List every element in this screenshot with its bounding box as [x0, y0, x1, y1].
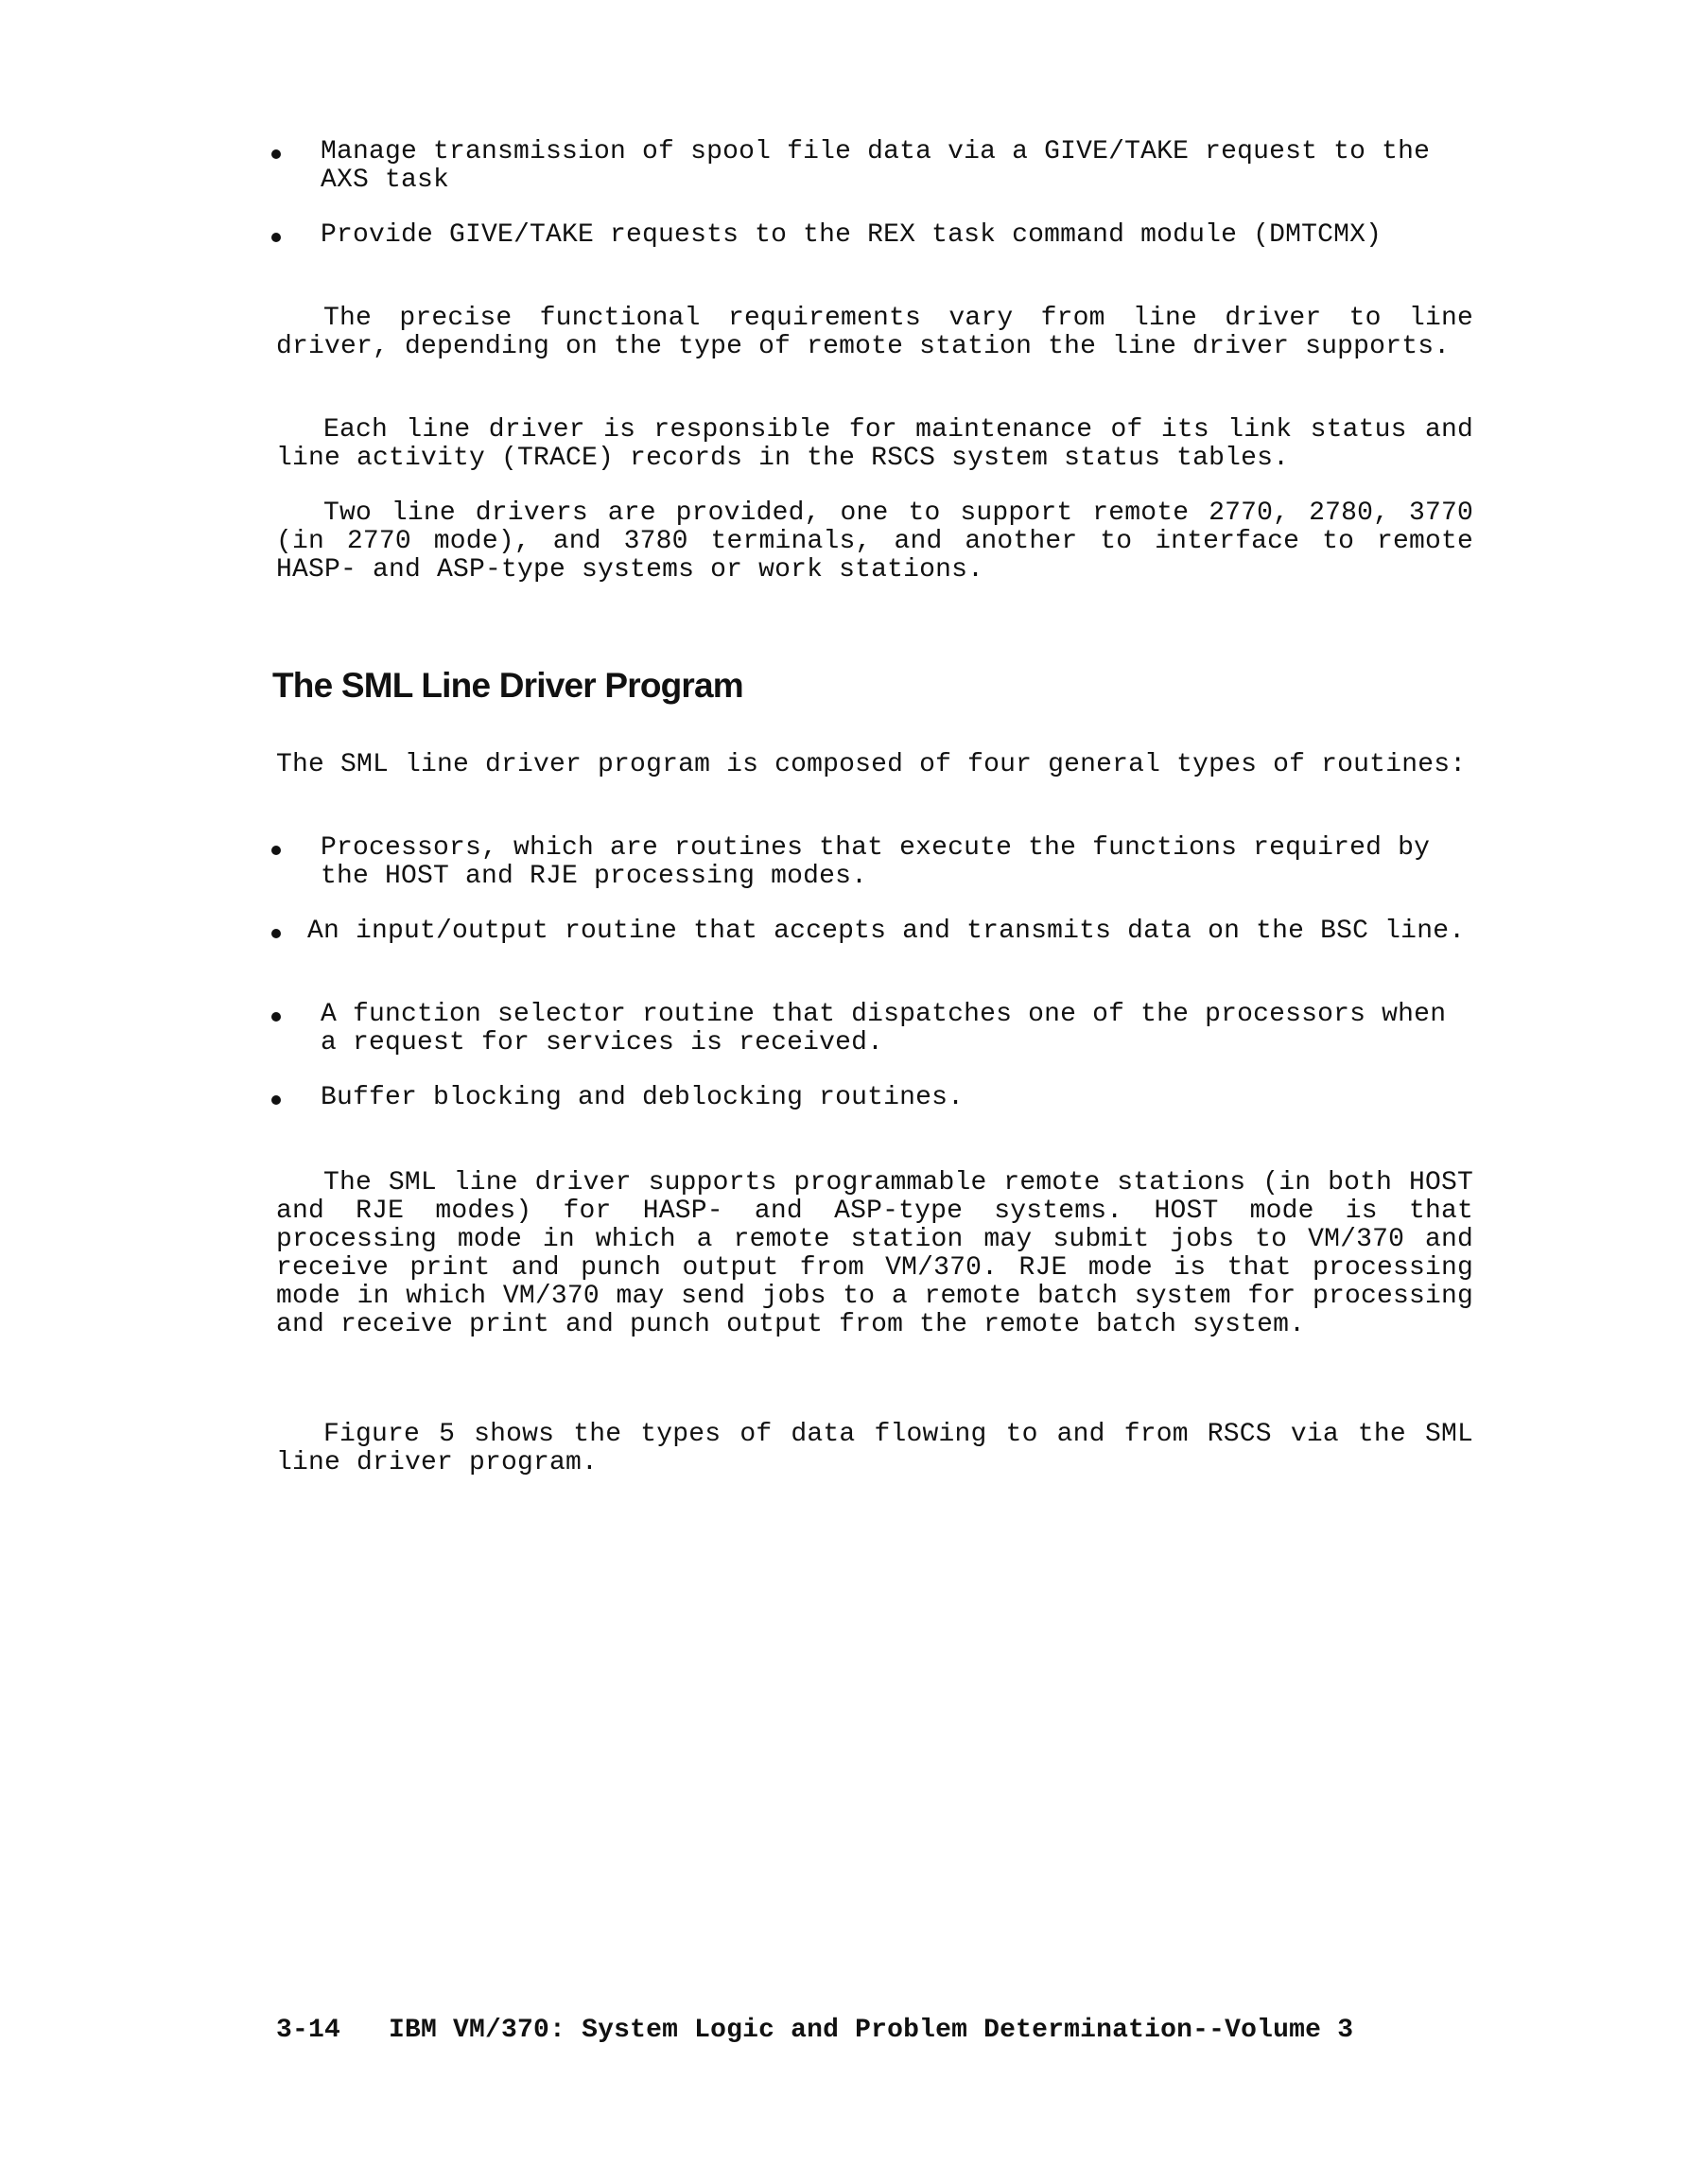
list-item-text: Provide GIVE/TAKE requests to the REX task command module (DMTCMX) [321, 220, 1383, 250]
list-item-text: A function selector routine that dispatches one of the processors when a request for services is received. [321, 1000, 1463, 1057]
page-footer [276, 2017, 1468, 2045]
bullet-icon [271, 929, 281, 938]
page-number: 3-14 [276, 2016, 341, 2045]
paragraph: The precise functional requirements vary from line driver to line driver, depending on the type of remote station the line driver supports. [276, 304, 1473, 361]
paragraph: Two line drivers are provided, one to support remote 2770, 2780, 3770 (in 2770 mode), and 3780 terminals, and another to interface to remote HASP- and ASP-type systems or work stations. [276, 498, 1473, 585]
bullet-icon [271, 1095, 281, 1105]
section-heading: The SML Line Driver Program [272, 666, 743, 705]
list-item-text: Manage transmission of spool file data via a GIVE/TAKE request to the AXS task [321, 137, 1447, 195]
section-intro: The SML line driver program is composed of four general types of routines: [276, 750, 1467, 779]
paragraph: Figure 5 shows the types of data flowing to and from RSCS via the SML line driver program. [276, 1420, 1473, 1477]
bullet-icon [271, 1012, 281, 1022]
list-item-text: Processors, which are routines that execute the functions required by the HOST and RJE processing modes. [321, 833, 1447, 891]
bullet-icon [271, 233, 281, 242]
list-item-text: An input/output routine that accepts and transmits data on the BSC line. [307, 917, 1466, 946]
list-item-text: Buffer blocking and deblocking routines. [321, 1083, 965, 1112]
paragraph: Each line driver is responsible for maintenance of its link status and line activity (TRACE) records in the RSCS system status tables. [276, 415, 1473, 473]
footer-title: IBM VM/370: System Logic and Problem Determination--Volume 3 [389, 2016, 1354, 2045]
paragraph: The SML line driver supports programmable remote stations (in both HOST and RJE modes) for HASP- and ASP-type systems. HOST mode is that processing mode in which a remote station may submit jobs to VM/370 and receive print and punch output from VM/370. RJE mode is that processing mode in which VM/370 may send jobs to a remote batch system for processing and receive print and punch output from the remote batch system. [276, 1168, 1473, 1339]
bullet-icon [271, 149, 281, 159]
bullet-icon [271, 846, 281, 855]
